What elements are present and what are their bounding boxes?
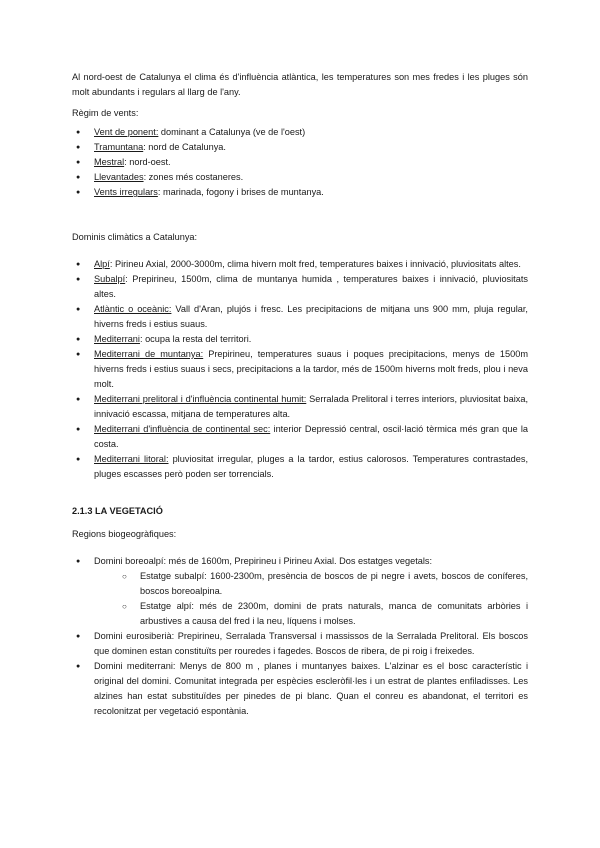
list-item (72, 332, 528, 347)
list-item (72, 257, 528, 272)
list-term: Mestral (94, 157, 125, 167)
regions-list (72, 554, 528, 719)
list-desc: : nord de Catalunya. (143, 142, 226, 152)
list-desc: interior Depressió central, oscil·lació tèrmica més gran que la costa. (94, 424, 528, 449)
list-item (72, 155, 528, 170)
regions-label: Regions biogeogràfiques: (72, 529, 177, 539)
list-item (72, 125, 528, 140)
domains-list (72, 257, 528, 482)
list-desc: : marinada, fogony i brises de muntanya. (157, 187, 324, 197)
section-heading: 2.1.3 LA VEGETACIÓ (72, 506, 163, 516)
list-item (72, 452, 528, 482)
list-item (72, 302, 528, 332)
list-item (72, 185, 528, 200)
list-term: Atlàntic o oceànic: (94, 304, 172, 314)
list-text: Domini eurosiberià: Prepirineu, Serralada Transversal i massissos de la Serralada Prelitoral. Els boscos que dominen estan constituïts per rouredes i fagedes. Boscos de ribera, de pi roig i freixedes. (94, 631, 528, 656)
list-item (72, 272, 528, 302)
intro-paragraph: Al nord-oest de Catalunya el clima és d'influència atlàntica, les temperatures son mes fredes i les pluges són molt abundants i regulars al llarg de l'any. (72, 72, 528, 97)
list-desc: : nord-oest. (124, 157, 171, 167)
list-desc: dominant a Catalunya (ve de l'oest) (158, 127, 306, 137)
list-term: Mediterrani prelitoral i d'influència continental humit: (94, 394, 307, 404)
list-desc: Prepirineu, temperatures suaus i poques precipitacions, menys de 1500m hiverns freds i estius suaus i secs, precipitacions a la tardor, més de 1500m hiverns molt freds, plou i neva molt. (94, 349, 528, 389)
domains-label: Dominis climàtics a Catalunya: (72, 232, 198, 242)
list-item (72, 422, 528, 452)
list-item (72, 392, 528, 422)
document-page (72, 70, 528, 719)
list-item (72, 659, 528, 719)
list-item (72, 170, 528, 185)
list-term: Subalpí (94, 274, 126, 284)
list-desc: pluviositat irregular, pluges a la tardor, estius calorosos. Temperatures contrastades, pluges escasses però poden ser torrencials. (94, 454, 528, 479)
list-term: Vents irregulars (94, 187, 158, 197)
list-item (72, 554, 528, 629)
list-item (72, 629, 528, 659)
list-desc: : Prepirineu, 1500m, clima de muntanya humida , temperatures baixes i innivació, pluviositats altes. (94, 274, 528, 299)
list-text: Domini mediterrani: Menys de 800 m , planes i muntanyes baixes. L'alzinar es el bosc característic i original del domini. Comunitat integrada per espècies escleròfil·les i un estrat de plantes enfiladisses. Les alzines han estat substituïdes per pinedes de pi blanc. Quan el conreu es abandonat, el territori es recolonitzat per vegetació espontània. (94, 661, 528, 716)
list-desc: : zones més costaneres. (143, 172, 244, 182)
list-desc: Serralada Prelitoral i terres interiors, pluviositat baixa, innivació escassa, mitjana de temperatures alta. (94, 394, 528, 419)
list-desc: : ocupa la resta del territori. (139, 334, 252, 344)
list-desc: Vall d'Aran, plujós i fresc. Les precipitacions de mitjana uns 900 mm, pluja regular, hiverns freds i estius suaus. (94, 304, 528, 329)
list-term: Tramuntana (94, 142, 144, 152)
list-text: Domini boreoalpí: més de 1600m, Prepirineu i Pirineu Axial. Dos estatges vegetals: (94, 556, 433, 566)
list-term: Mediterrani de muntanya: (94, 349, 204, 359)
list-term: Mediterrani d'influència de continental sec: (94, 424, 271, 434)
list-item (72, 347, 528, 392)
sublist-item: ○ Estatge subalpí: 1600-2300m, presència de boscos de pi negre i avets, boscos de coníferes, boscos boreoalpina. (94, 569, 528, 599)
list-term: Mediterrani (94, 334, 140, 344)
sublist (94, 569, 528, 629)
list-desc: : Pirineu Axial, 2000-3000m, clima hivern molt fred, temperatures baixes i innivació, pluviositats altes. (109, 259, 521, 269)
list-term: Vent de ponent: (94, 127, 159, 137)
winds-label: Règim de vents: (72, 108, 139, 118)
list-term: Alpí (94, 259, 110, 269)
list-term: Mediterrani litoral: (94, 454, 169, 464)
list-item (72, 140, 528, 155)
sublist-item: ○ Estatge alpí: més de 2300m, domini de prats naturals, manca de comunitats arbòries i arbustives a causa del fred i la neu, líquens i molses. (94, 599, 528, 629)
list-term: Llevantades (94, 172, 144, 182)
winds-list (72, 125, 528, 200)
